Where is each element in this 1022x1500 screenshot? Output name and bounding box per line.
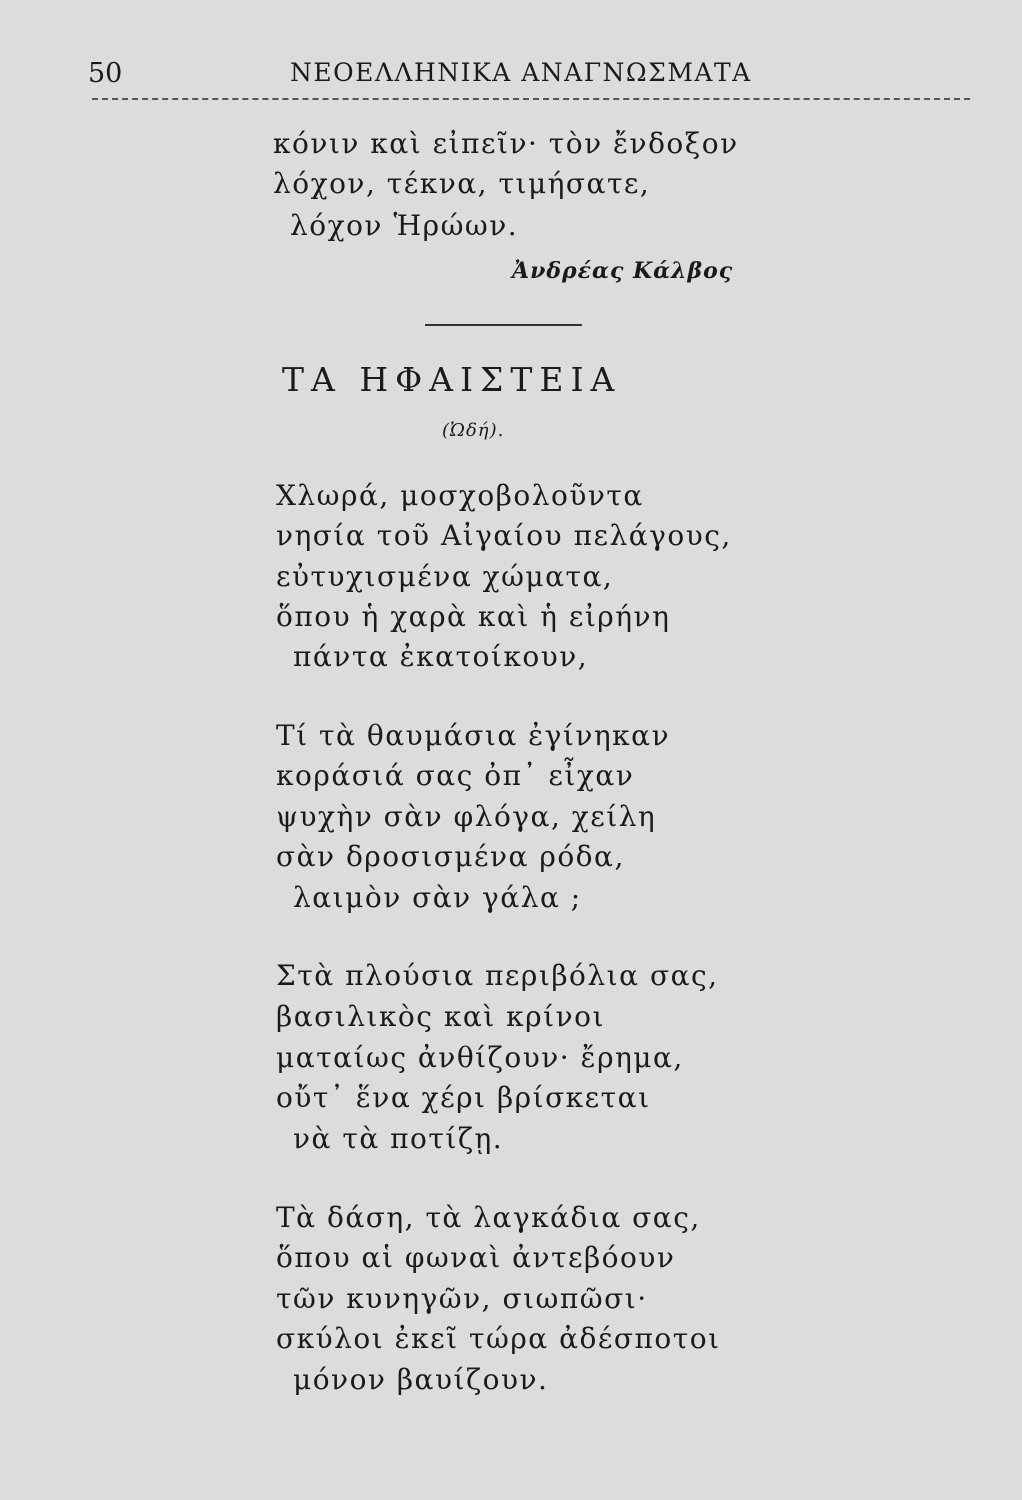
header-divider — [92, 98, 970, 100]
verse-line: πάντα ἐκατοίκουν, — [293, 640, 589, 673]
page-number: 50 — [88, 58, 123, 89]
author-signature: Ἀνδρέας Κάλβος — [512, 258, 734, 284]
verse-line: ὅπου ἡ χαρὰ καὶ ἡ εἰρήνη — [276, 600, 671, 633]
verse-line: τῶν κυνηγῶν, σιωπῶσι· — [276, 1282, 648, 1315]
section-divider — [425, 324, 582, 326]
verse-line: ὅπου αἱ φωναὶ ἀντεβόουν — [276, 1241, 676, 1274]
verse-line: σὰν δροσισμένα ρόδα, — [276, 840, 625, 873]
poem-subtitle: (Ὠδή). — [442, 420, 505, 441]
verse-line: Χλωρά, μοσχοβολοῦντα — [276, 479, 644, 512]
verse-line: Τὰ δάση, τὰ λαγκάδια σας, — [276, 1201, 701, 1234]
verse-line: λόχον, τέκνα, τιμήσατε, — [273, 167, 651, 200]
verse-line: οὔτ᾽ ἕνα χέρι βρίσκεται — [276, 1081, 651, 1114]
poem-title: ΤΑ ΗΦΑΙΣΤΕΙΑ — [282, 360, 622, 399]
verse-line: μόνον βαυίζουν. — [293, 1363, 549, 1396]
verse-line: κόνιν καὶ εἰπεῖν· τὸν ἔνδοξον — [273, 127, 739, 160]
verse-line: νησία τοῦ Αἰγαίου πελάγους, — [276, 519, 732, 552]
verse-line: νὰ τὰ ποτίζῃ. — [293, 1122, 504, 1155]
verse-line: βασιλικὸς καὶ κρίνοι — [276, 1000, 605, 1033]
verse-line: κοράσιά σας ὀπ᾽ εἶχαν — [276, 759, 635, 792]
verse-line: εὐτυχισμένα χώματα, — [276, 560, 614, 593]
verse-line: λαιμὸν σὰν γάλα ; — [293, 881, 582, 914]
verse-line: Στὰ πλούσια περιβόλια σας, — [276, 959, 719, 992]
verse-line: ματαίως ἀνθίζουν· ἔρημα, — [276, 1041, 684, 1074]
verse-line: σκύλοι ἐκεῖ τώρα ἀδέσποτοι — [276, 1322, 721, 1355]
running-head: ΝΕΟΕΛΛΗΝΙΚΑ ΑΝΑΓΝΩΣΜΑΤΑ — [290, 58, 752, 87]
verse-line: ψυχὴν σὰν φλόγα, χείλη — [276, 800, 657, 833]
verse-line: λόχον Ἡρώων. — [290, 209, 519, 242]
verse-line: Τί τὰ θαυμάσια ἐγίνηκαν — [276, 719, 671, 752]
